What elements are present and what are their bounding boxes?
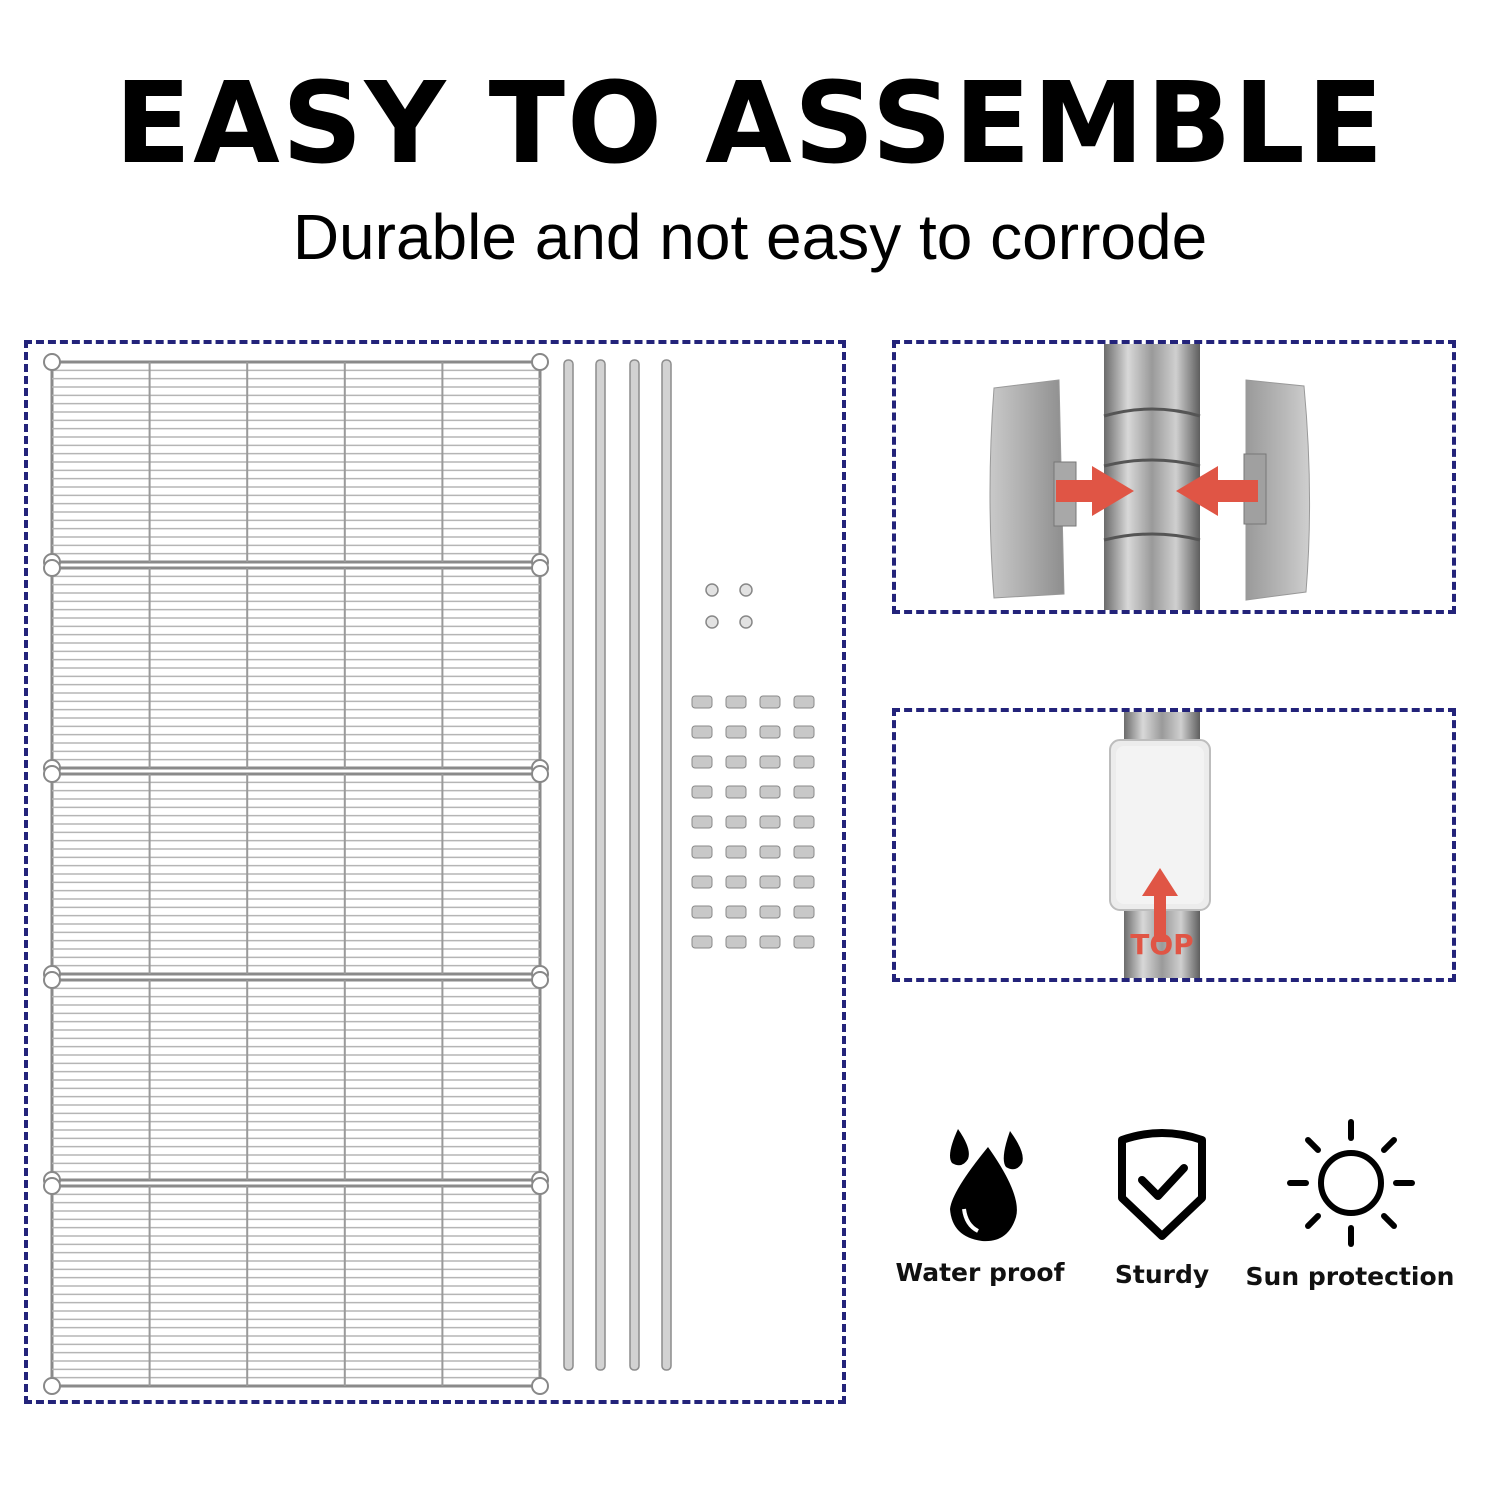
plastic-sleeve [692, 906, 712, 918]
plastic-sleeve [760, 906, 780, 918]
top-arrow-label: TOP [1130, 928, 1194, 961]
feature-label-sun-protection: Sun protection [1245, 1262, 1455, 1291]
plastic-sleeve [794, 756, 814, 768]
support-pole [564, 360, 573, 1370]
plastic-sleeve [726, 756, 746, 768]
shield-check-icon [1112, 1128, 1212, 1243]
leveling-feet [706, 584, 752, 628]
plastic-sleeve [726, 906, 746, 918]
wire-shelves [44, 354, 548, 1394]
plastic-sleeve [794, 816, 814, 828]
plastic-sleeve [692, 876, 712, 888]
page-title: EASY TO ASSEMBLE [114, 59, 1386, 189]
leveling-foot [740, 584, 752, 596]
plastic-sleeve [794, 846, 814, 858]
plastic-sleeve [760, 786, 780, 798]
leveling-foot [706, 584, 718, 596]
plastic-sleeve [794, 876, 814, 888]
plastic-sleeve [692, 696, 712, 708]
plastic-sleeve [726, 936, 746, 948]
wire-shelf [44, 560, 548, 776]
wire-shelf [44, 1178, 548, 1394]
wire-shelf [44, 766, 548, 982]
plastic-sleeve [726, 816, 746, 828]
plastic-sleeve [794, 726, 814, 738]
water-drops-icon [930, 1125, 1030, 1245]
sleeve-detail-image [894, 712, 1454, 978]
plastic-sleeve [726, 846, 746, 858]
plastic-sleeve [692, 816, 712, 828]
support-pole [630, 360, 639, 1370]
plastic-sleeve [760, 756, 780, 768]
wire-shelf [44, 354, 548, 570]
clip-detail-image [894, 344, 1454, 610]
plastic-sleeve [726, 726, 746, 738]
plastic-sleeve [726, 876, 746, 888]
plastic-sleeve [760, 726, 780, 738]
plastic-sleeve [794, 936, 814, 948]
wire-shelf [44, 972, 548, 1188]
parts-panel [24, 340, 846, 1404]
plastic-sleeve [692, 846, 712, 858]
leveling-foot [740, 616, 752, 628]
plastic-sleeve [692, 786, 712, 798]
support-pole [596, 360, 605, 1370]
plastic-sleeve [760, 876, 780, 888]
page-subtitle: Durable and not easy to corrode [292, 201, 1208, 273]
plastic-sleeve [794, 906, 814, 918]
plastic-sleeve [692, 756, 712, 768]
plastic-sleeve [692, 726, 712, 738]
feature-label-sturdy: Sturdy [1114, 1260, 1210, 1289]
plastic-sleeve [760, 846, 780, 858]
plastic-sleeve [692, 936, 712, 948]
leveling-foot [706, 616, 718, 628]
support-poles [564, 360, 671, 1370]
plastic-sleeves [692, 696, 814, 948]
plastic-sleeve [760, 696, 780, 708]
plastic-sleeve [726, 786, 746, 798]
sun-icon [1286, 1118, 1416, 1248]
plastic-sleeve [794, 696, 814, 708]
plastic-sleeve [760, 816, 780, 828]
plastic-sleeve [794, 786, 814, 798]
support-pole [662, 360, 671, 1370]
feature-label-water-proof: Water proof [895, 1258, 1065, 1287]
plastic-sleeve [726, 696, 746, 708]
plastic-sleeve [760, 936, 780, 948]
